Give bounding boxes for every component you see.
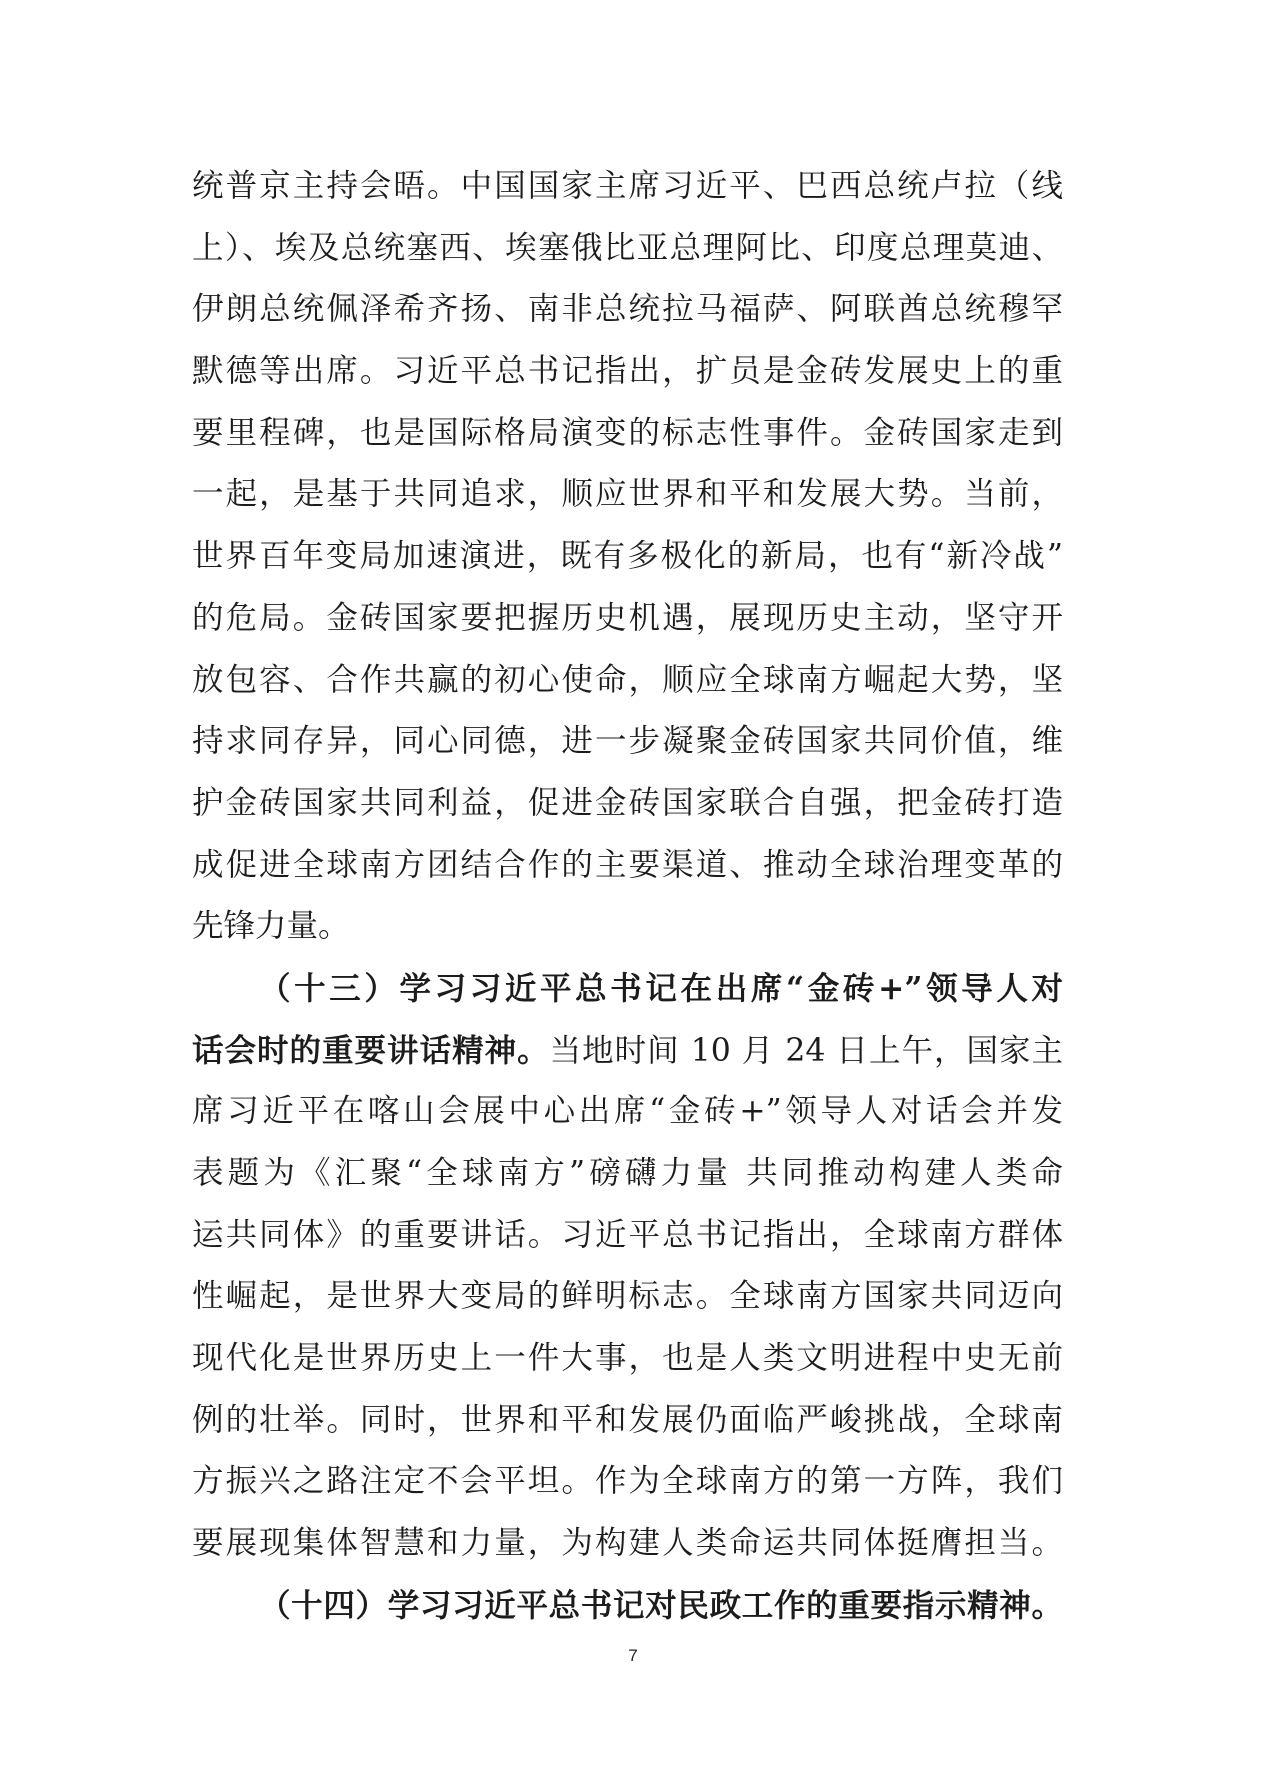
text-line: 默德等出席。习近平总书记指出，扩员是金砖发展史上的重: [192, 353, 1063, 390]
text-line: 成促进全球南方团结合作的主要渠道、推动全球治理变革的: [192, 846, 1063, 883]
text-line: [192, 1020, 1063, 1082]
text-line: 世界百年变局加速演进，既有多极化的新局，也有“新冷战”: [192, 538, 1063, 575]
page-number: 7: [628, 1646, 638, 1665]
text-line: 性崛起，是世界大变局的鲜明标志。全球南方国家共同迈向: [192, 1278, 1063, 1315]
text-line: 统普京主持会晤。中国国家主席习近平、巴西总统卢拉（线: [192, 168, 1063, 204]
text-line: 例的壮举。同时，世界和平和发展仍面临严峻挑战，全球南: [192, 1401, 1063, 1438]
text-line: 的危局。金砖国家要把握历史机遇，展现历史主动，坚守开: [192, 599, 1063, 636]
text-line: 表题为《汇聚“全球南方”磅礴力量 共同推动构建人类命: [192, 1155, 1063, 1191]
text-line: 运共同体》的重要讲话。习近平总书记指出，全球南方群体: [192, 1216, 1063, 1253]
text-line: 要展现集体智慧和力量，为构建人类命运共同体挺膺担当。: [192, 1525, 1063, 1562]
text-line: 席习近平在喀山会展中心出席“金砖+”领导人对话会并发: [192, 1093, 1063, 1130]
section-heading: （十四）学习习近平总书记对民政工作的重要指示精神。: [259, 1586, 1063, 1624]
text-span: 当地时间 10 月 24 日上午，国家主: [549, 1032, 1063, 1069]
text-line: 方振兴之路注定不会平坦。作为全球南方的第一方阵，我们: [192, 1463, 1063, 1500]
text-line: 一起，是基于共同追求，顺应世界和平和发展大势。当前，: [192, 476, 1063, 513]
text-line: 现代化是世界历史上一件大事，也是人类文明进程中史无前: [192, 1340, 1063, 1377]
text-line: 要里程碑，也是国际格局演变的标志性事件。金砖国家走到: [192, 414, 1063, 451]
text-line: 放包容、合作共赢的初心使命，顺应全球南方崛起大势，坚: [192, 661, 1063, 698]
text-line: 上）、埃及总统塞西、埃塞俄比亚总理阿比、印度总理莫迪、: [192, 229, 1063, 266]
text-line: 护金砖国家共同利益，促进金砖国家联合自强，把金砖打造: [192, 784, 1063, 821]
section-heading-continued: 话会时的重要讲话精神。: [192, 1031, 550, 1069]
section-heading: （十三）学习习近平总书记在出席“金砖+”领导人对: [259, 969, 1063, 1007]
body-text: [192, 156, 1063, 1637]
text-line: 伊朗总统佩泽希齐扬、南非总统拉马福萨、阿联酋总统穆罕: [192, 291, 1063, 328]
text-line: 先锋力量。: [192, 908, 350, 945]
text-line: 持求同存异，同心同德，进一步凝聚金砖国家共同价值，维: [192, 723, 1063, 760]
